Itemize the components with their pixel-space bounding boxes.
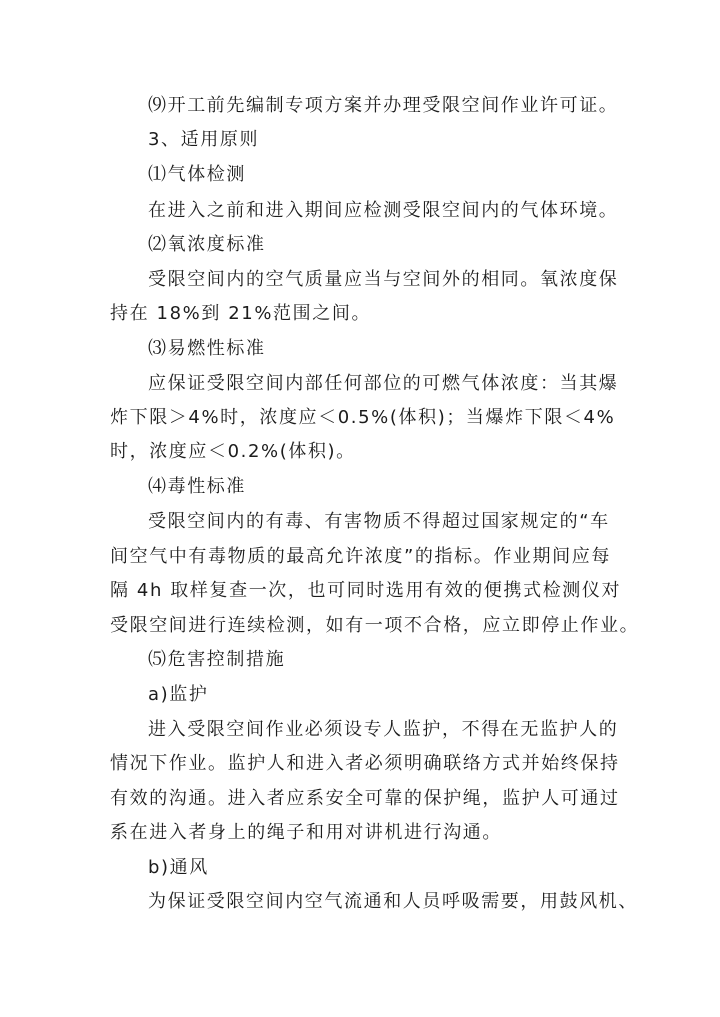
paragraph-line: 受限空间内的空气质量应当与空间外的相同。氧浓度保 bbox=[148, 269, 619, 290]
paragraph-line: 为保证受限空间内空气流通和人员呼吸需要，用鼓风机、 bbox=[148, 891, 638, 912]
subheading-flammability-standard: ⑶易燃性标准 bbox=[148, 338, 266, 359]
paragraph-line: 有效的沟通。进入者应系安全可靠的保护绳，监护人可通过 bbox=[110, 788, 620, 809]
paragraph-line: 间空气中有毒物质的最高允许浓度”的指标。作业期间应每 bbox=[110, 546, 611, 567]
subheading-hazard-control: ⑸危害控制措施 bbox=[148, 649, 286, 670]
section-heading-3: 3、适用原则 bbox=[148, 129, 260, 150]
paragraph-line: 受限空间内的有毒、有害物质不得超过国家规定的“车 bbox=[148, 511, 610, 532]
paragraph-line: 在进入之前和进入期间应检测受限空间内的气体环境。 bbox=[148, 200, 619, 221]
paragraph-line: 受限空间进行连续检测，如有一项不合格，应立即停止作业。 bbox=[110, 615, 640, 636]
subheading-toxicity-standard: ⑷毒性标准 bbox=[148, 476, 246, 497]
subheading-oxygen-standard: ⑵氧浓度标准 bbox=[148, 234, 266, 255]
paragraph-line-item-9: ⑼开工前先编制专项方案并办理受限空间作业许可证。 bbox=[148, 95, 619, 116]
paragraph-line: 情况下作业。监护人和进入者必须明确联络方式并始终保持 bbox=[110, 753, 620, 774]
paragraph-line: 进入受限空间作业必须设专人监护，不得在无监护人的 bbox=[148, 719, 619, 740]
paragraph-line: 持在 18%到 21%范围之间。 bbox=[110, 303, 372, 324]
paragraph-line: 隔 4h 取样复查一次，也可同时选用有效的便携式检测仪对 bbox=[110, 580, 622, 601]
subheading-gas-detection: ⑴气体检测 bbox=[148, 164, 246, 185]
subheading-ventilation: b)通风 bbox=[148, 857, 209, 878]
paragraph-line: 炸下限＞4%时，浓度应＜0.5%(体积)；当爆炸下限＜4% bbox=[110, 407, 616, 428]
paragraph-line: 系在进入者身上的绳子和用对讲机进行沟通。 bbox=[110, 822, 502, 843]
paragraph-line: 应保证受限空间内部任何部位的可燃气体浓度：当其爆 bbox=[148, 373, 619, 394]
subheading-supervision: a)监护 bbox=[148, 684, 209, 705]
paragraph-line: 时，浓度应＜0.2%(体积)。 bbox=[110, 441, 356, 462]
